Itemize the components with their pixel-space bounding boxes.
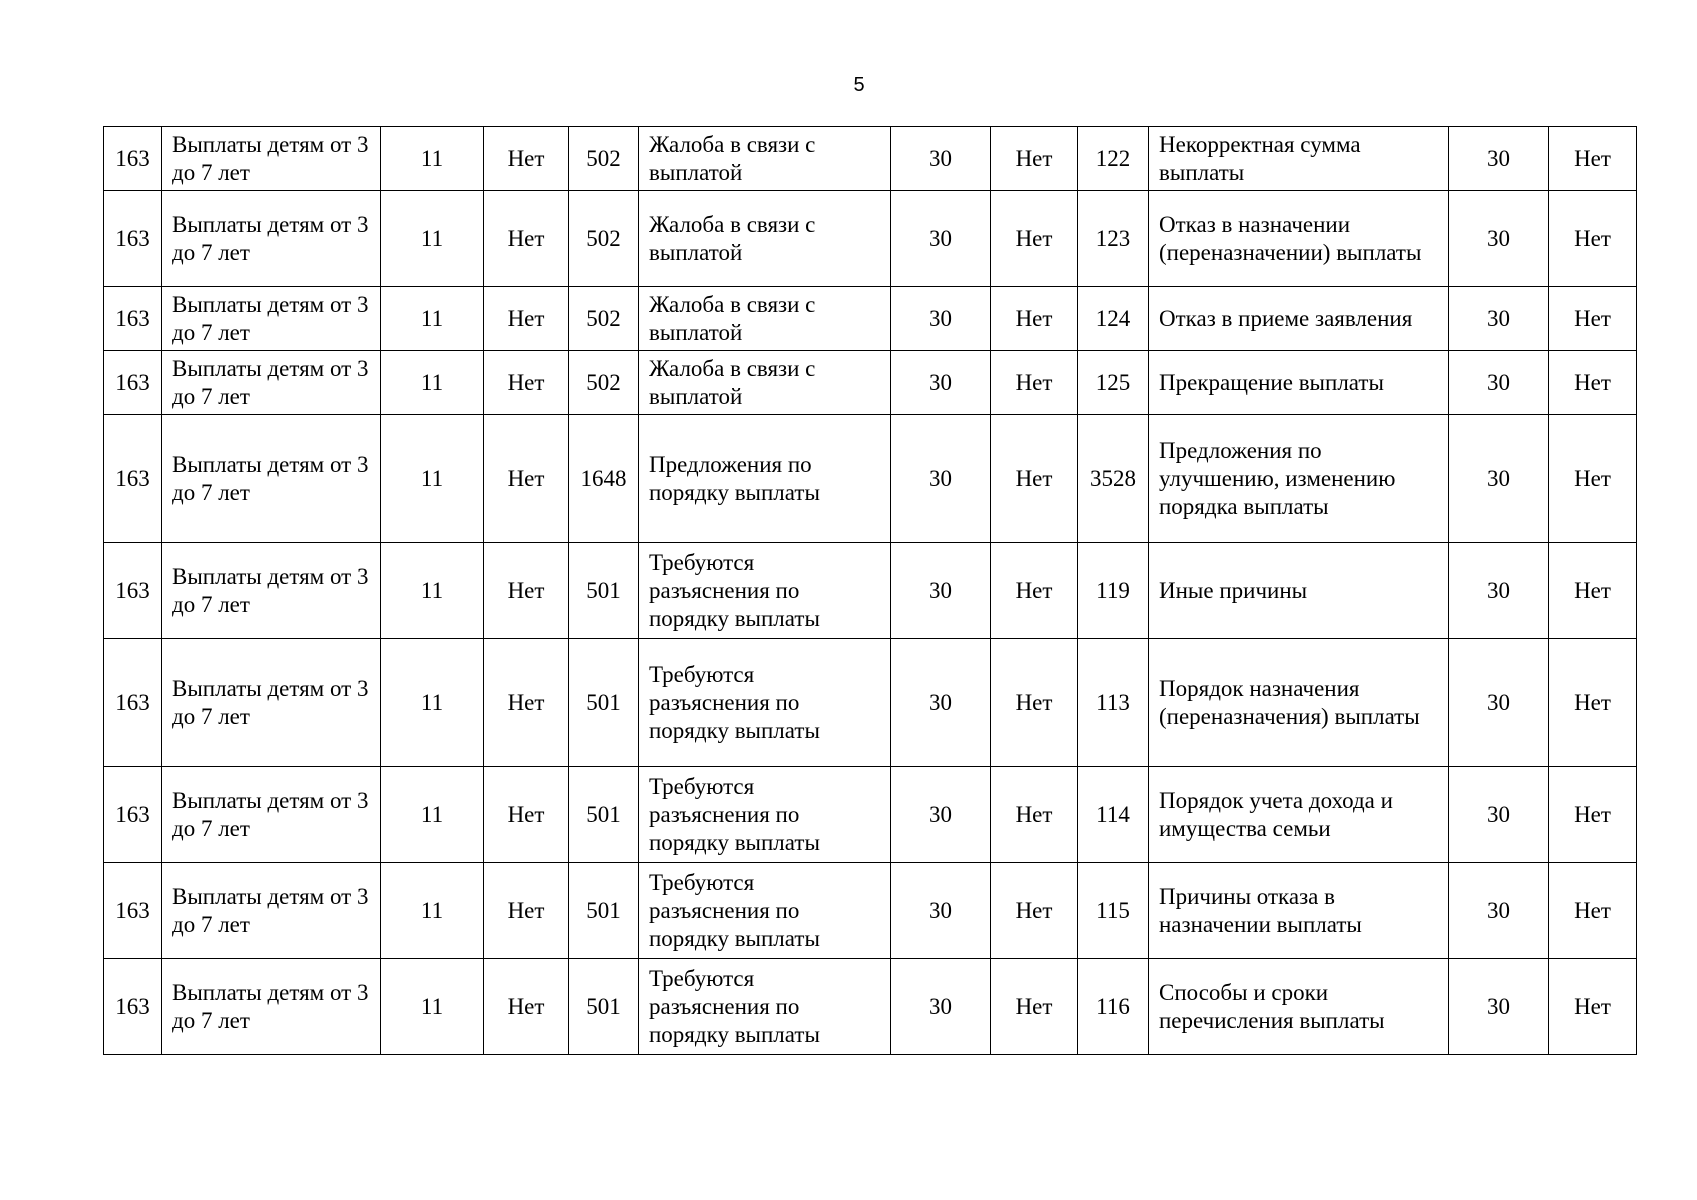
table-row — [104, 543, 1637, 639]
cell-subtopic-days: 30 — [1449, 127, 1549, 191]
cell-subtopic-days: 30 — [1449, 415, 1549, 543]
cell-topic-flag: Нет — [991, 543, 1078, 639]
cell-subtopic-flag: Нет — [1549, 767, 1637, 863]
cell-subtopic-name: Способы и сроки перечисления выплаты — [1149, 959, 1449, 1055]
cell-category-code: 163 — [104, 863, 162, 959]
cell-topic-flag: Нет — [991, 127, 1078, 191]
cell-subtopic-flag: Нет — [1549, 191, 1637, 287]
cell-category-code: 163 — [104, 415, 162, 543]
table-row — [104, 127, 1637, 191]
cell-category-name: Выплаты детям от 3 до 7 лет — [162, 959, 381, 1055]
cell-topic-flag: Нет — [991, 191, 1078, 287]
cell-subtopic-name: Предложения по улучшению, изменению порядка выплаты — [1149, 415, 1449, 543]
cell-subtopic-days: 30 — [1449, 191, 1549, 287]
cell-category-code: 163 — [104, 191, 162, 287]
cell-topic-flag: Нет — [991, 415, 1078, 543]
cell-category-days: 11 — [381, 127, 484, 191]
table-row — [104, 767, 1637, 863]
cell-subtopic-name: Порядок назначения (переназначения) выплаты — [1149, 639, 1449, 767]
cell-category-flag: Нет — [484, 639, 569, 767]
cell-subtopic-days: 30 — [1449, 959, 1549, 1055]
cell-subtopic-name: Иные причины — [1149, 543, 1449, 639]
cell-category-code: 163 — [104, 959, 162, 1055]
cell-category-name: Выплаты детям от 3 до 7 лет — [162, 767, 381, 863]
cell-subtopic-name: Отказ в назначении (переназначении) выплаты — [1149, 191, 1449, 287]
cell-topic-days: 30 — [891, 863, 991, 959]
cell-subtopic-flag: Нет — [1549, 959, 1637, 1055]
cell-subtopic-code: 116 — [1078, 959, 1149, 1055]
cell-topic-code: 502 — [569, 287, 639, 351]
cell-subtopic-days: 30 — [1449, 351, 1549, 415]
cell-category-flag: Нет — [484, 287, 569, 351]
page-number: 5 — [853, 74, 865, 96]
cell-category-days: 11 — [381, 543, 484, 639]
cell-subtopic-name: Некорректная сумма выплаты — [1149, 127, 1449, 191]
cell-topic-name: Требуются разъяснения по порядку выплаты — [639, 543, 891, 639]
cell-topic-code: 501 — [569, 543, 639, 639]
cell-topic-code: 1648 — [569, 415, 639, 543]
cell-topic-name: Жалоба в связи с выплатой — [639, 191, 891, 287]
cell-category-code: 163 — [104, 127, 162, 191]
cell-topic-code: 501 — [569, 639, 639, 767]
cell-topic-days: 30 — [891, 543, 991, 639]
table-row — [104, 351, 1637, 415]
cell-category-days: 11 — [381, 191, 484, 287]
cell-category-flag: Нет — [484, 415, 569, 543]
cell-topic-code: 501 — [569, 959, 639, 1055]
cell-category-code: 163 — [104, 767, 162, 863]
cell-subtopic-flag: Нет — [1549, 127, 1637, 191]
cell-category-code: 163 — [104, 639, 162, 767]
cell-subtopic-code: 123 — [1078, 191, 1149, 287]
cell-category-flag: Нет — [484, 959, 569, 1055]
cell-subtopic-code: 115 — [1078, 863, 1149, 959]
cell-subtopic-code: 124 — [1078, 287, 1149, 351]
cell-subtopic-days: 30 — [1449, 287, 1549, 351]
cell-subtopic-name: Отказ в приеме заявления — [1149, 287, 1449, 351]
cell-topic-name: Требуются разъяснения по порядку выплаты — [639, 767, 891, 863]
cell-topic-name: Требуются разъяснения по порядку выплаты — [639, 863, 891, 959]
cell-subtopic-name: Причины отказа в назначении выплаты — [1149, 863, 1449, 959]
cell-subtopic-code: 119 — [1078, 543, 1149, 639]
cell-topic-code: 502 — [569, 191, 639, 287]
cell-category-days: 11 — [381, 767, 484, 863]
cell-subtopic-name: Порядок учета дохода и имущества семьи — [1149, 767, 1449, 863]
cell-category-code: 163 — [104, 287, 162, 351]
cell-category-name: Выплаты детям от 3 до 7 лет — [162, 863, 381, 959]
cell-topic-name: Требуются разъяснения по порядку выплаты — [639, 639, 891, 767]
table-row — [104, 415, 1637, 543]
cell-topic-flag: Нет — [991, 287, 1078, 351]
cell-topic-name: Жалоба в связи с выплатой — [639, 351, 891, 415]
cell-subtopic-flag: Нет — [1549, 287, 1637, 351]
cell-subtopic-code: 125 — [1078, 351, 1149, 415]
cell-topic-name: Предложения по порядку выплаты — [639, 415, 891, 543]
cell-category-name: Выплаты детям от 3 до 7 лет — [162, 543, 381, 639]
cell-subtopic-days: 30 — [1449, 767, 1549, 863]
cell-category-days: 11 — [381, 863, 484, 959]
cell-topic-code: 502 — [569, 351, 639, 415]
cell-category-days: 11 — [381, 639, 484, 767]
table-row — [104, 959, 1637, 1055]
table-row — [104, 639, 1637, 767]
cell-topic-flag: Нет — [991, 959, 1078, 1055]
cell-topic-flag: Нет — [991, 351, 1078, 415]
cell-category-flag: Нет — [484, 127, 569, 191]
table-row — [104, 191, 1637, 287]
cell-category-days: 11 — [381, 287, 484, 351]
cell-subtopic-flag: Нет — [1549, 543, 1637, 639]
cell-category-code: 163 — [104, 543, 162, 639]
table-row — [104, 863, 1637, 959]
cell-category-flag: Нет — [484, 351, 569, 415]
cell-subtopic-flag: Нет — [1549, 415, 1637, 543]
cell-subtopic-name: Прекращение выплаты — [1149, 351, 1449, 415]
cell-category-name: Выплаты детям от 3 до 7 лет — [162, 415, 381, 543]
classification-table — [103, 126, 1637, 1055]
cell-category-name: Выплаты детям от 3 до 7 лет — [162, 639, 381, 767]
cell-topic-name: Требуются разъяснения по порядку выплаты — [639, 959, 891, 1055]
cell-subtopic-days: 30 — [1449, 639, 1549, 767]
cell-topic-code: 501 — [569, 863, 639, 959]
cell-category-days: 11 — [381, 415, 484, 543]
cell-subtopic-code: 113 — [1078, 639, 1149, 767]
table-row — [104, 287, 1637, 351]
cell-topic-days: 30 — [891, 127, 991, 191]
cell-topic-name: Жалоба в связи с выплатой — [639, 127, 891, 191]
cell-topic-days: 30 — [891, 767, 991, 863]
cell-topic-days: 30 — [891, 191, 991, 287]
cell-topic-days: 30 — [891, 287, 991, 351]
cell-topic-name: Жалоба в связи с выплатой — [639, 287, 891, 351]
cell-subtopic-days: 30 — [1449, 543, 1549, 639]
cell-subtopic-code: 3528 — [1078, 415, 1149, 543]
cell-topic-days: 30 — [891, 351, 991, 415]
cell-topic-days: 30 — [891, 415, 991, 543]
cell-subtopic-code: 114 — [1078, 767, 1149, 863]
cell-subtopic-days: 30 — [1449, 863, 1549, 959]
cell-topic-days: 30 — [891, 639, 991, 767]
cell-category-flag: Нет — [484, 863, 569, 959]
cell-topic-days: 30 — [891, 959, 991, 1055]
cell-category-days: 11 — [381, 959, 484, 1055]
cell-category-days: 11 — [381, 351, 484, 415]
cell-topic-flag: Нет — [991, 863, 1078, 959]
cell-subtopic-flag: Нет — [1549, 639, 1637, 767]
cell-category-name: Выплаты детям от 3 до 7 лет — [162, 287, 381, 351]
cell-subtopic-flag: Нет — [1549, 863, 1637, 959]
cell-category-flag: Нет — [484, 543, 569, 639]
cell-category-name: Выплаты детям от 3 до 7 лет — [162, 127, 381, 191]
cell-topic-code: 502 — [569, 127, 639, 191]
cell-category-code: 163 — [104, 351, 162, 415]
cell-category-name: Выплаты детям от 3 до 7 лет — [162, 191, 381, 287]
cell-topic-flag: Нет — [991, 639, 1078, 767]
cell-category-name: Выплаты детям от 3 до 7 лет — [162, 351, 381, 415]
cell-category-flag: Нет — [484, 191, 569, 287]
cell-category-flag: Нет — [484, 767, 569, 863]
cell-topic-code: 501 — [569, 767, 639, 863]
cell-subtopic-flag: Нет — [1549, 351, 1637, 415]
cell-subtopic-code: 122 — [1078, 127, 1149, 191]
cell-topic-flag: Нет — [991, 767, 1078, 863]
